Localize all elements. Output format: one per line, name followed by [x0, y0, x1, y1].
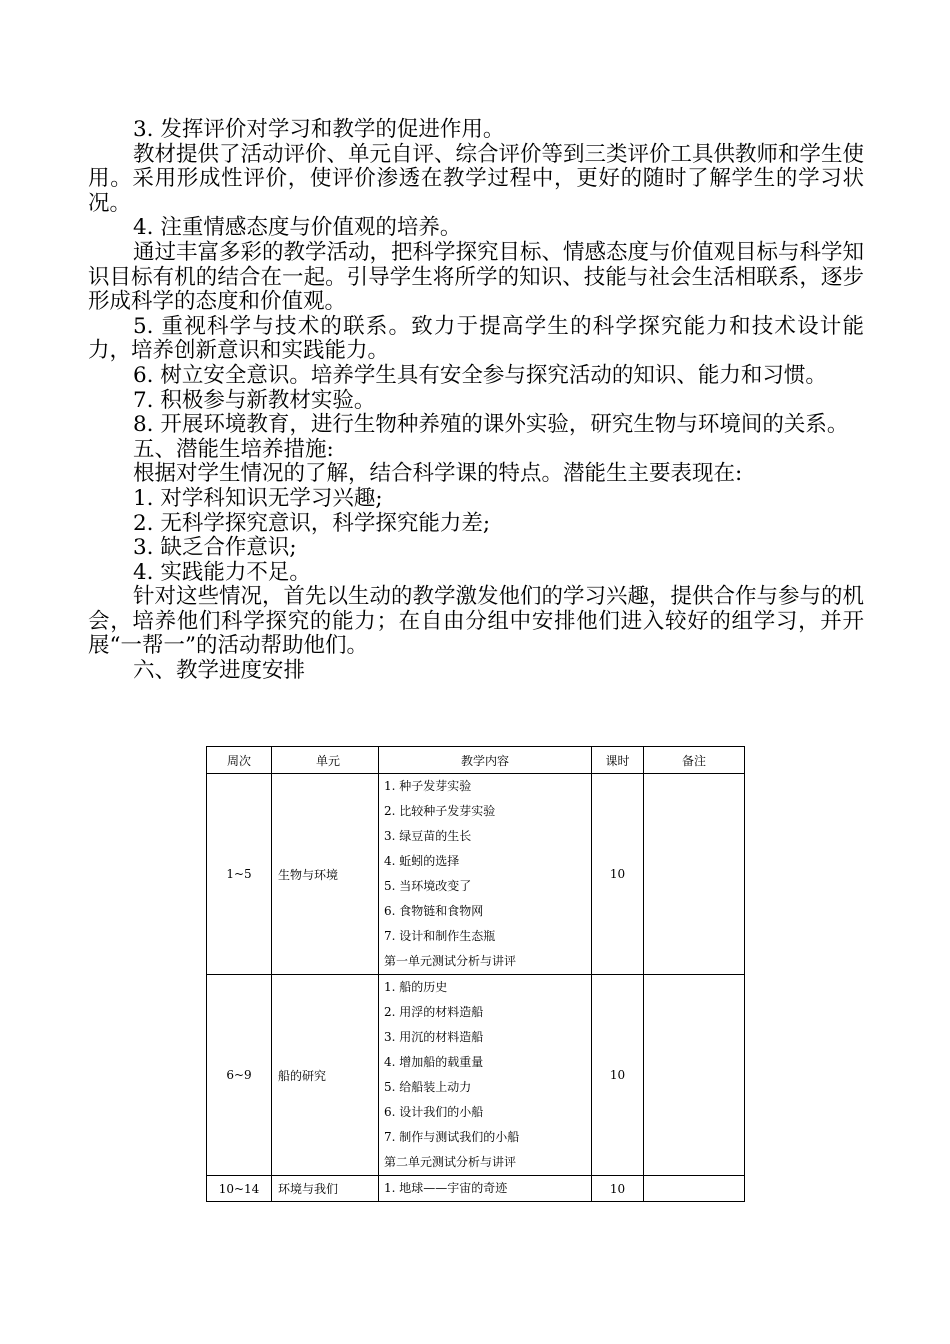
content-item: 3. 绿豆苗的生长	[384, 829, 472, 843]
table-row	[207, 1176, 745, 1202]
paragraph: 5. 重视科学与技术的联系。致力于提高学生的科学探究能力和技术设计能力，培养创新意识和实践能力。	[88, 313, 864, 364]
content-item: 6. 食物链和食物网	[384, 904, 484, 918]
section-heading: 五、潜能生培养措施:	[133, 436, 334, 462]
paragraph: 通过丰富多彩的教学活动，把科学探究目标、情感态度与价值观目标与科学知识目标有机的结合在一起。引导学生将所学的知识、技能与社会生活相联系，逐步形成科学的态度和价值观。	[88, 239, 865, 315]
list-item: 3. 缺乏合作意识;	[133, 535, 297, 561]
unit-cell: 生物与环境	[272, 774, 379, 975]
table-header-row	[207, 747, 745, 774]
header-note: 备注	[644, 747, 745, 774]
content-cell	[379, 1176, 592, 1202]
content-item: 1. 种子发芽实验	[384, 779, 472, 793]
header-content: 教学内容	[379, 747, 592, 774]
content-item: 7. 设计和制作生态瓶	[384, 929, 496, 943]
content-item: 5. 当环境改变了	[384, 879, 472, 893]
paragraph: 4. 注重情感态度与价值观的培养。	[133, 215, 462, 241]
content-item: 1. 地球——宇宙的奇迹	[384, 1181, 508, 1195]
content-item: 2. 比较种子发芽实验	[384, 804, 496, 818]
content-item: 4. 蚯蚓的选择	[384, 854, 460, 868]
table-row	[207, 774, 745, 975]
paragraph: 7. 积极参与新教材实验。	[133, 387, 376, 413]
header-unit: 单元	[272, 747, 379, 774]
table-row	[207, 975, 745, 1176]
content-item: 2. 用浮的材料造船	[384, 1005, 484, 1019]
paragraph: 教材提供了活动评价、单元自评、综合评价等到三类评价工具供教师和学生使用。采用形成性评价，使评价渗透在教学过程中，更好的随时了解学生的学习状况。	[88, 141, 865, 216]
week-cell: 1~5	[207, 774, 272, 975]
hours-cell: 10	[592, 1176, 644, 1202]
section-heading: 六、教学进度安排	[133, 658, 306, 684]
note-cell	[644, 1176, 745, 1202]
unit-cell: 环境与我们	[272, 1176, 379, 1202]
content-item: 第二单元测试分析与讲评	[384, 1155, 517, 1169]
content-item: 5. 给船装上动力	[384, 1080, 472, 1094]
hours-cell: 10	[592, 975, 644, 1176]
header-week: 周次	[207, 747, 272, 774]
week-cell: 6~9	[207, 975, 272, 1176]
hours-cell: 10	[592, 774, 644, 975]
document-body	[88, 118, 864, 684]
paragraph: 3. 发挥评价对学习和教学的促进作用。	[133, 117, 505, 142]
paragraph: 根据对学生情况的了解，结合科学课的特点。潜能生主要表现在:	[133, 461, 743, 487]
content-cell	[379, 774, 592, 975]
content-item: 4. 增加船的载重量	[384, 1055, 484, 1069]
week-cell: 10~14	[207, 1176, 272, 1202]
unit-cell: 船的研究	[272, 975, 379, 1176]
content-item: 6. 设计我们的小船	[384, 1105, 484, 1119]
header-hours: 课时	[592, 747, 644, 774]
paragraph: 针对这些情况，首先以生动的教学激发他们的学习兴趣，提供合作与参与的机会，培养他们科学探究的能力；在自由分组中安排他们进入较好的组学习，并开展“一帮一”的活动帮助他们。	[88, 584, 865, 659]
paragraph: 6. 树立安全意识。培养学生具有安全参与探究活动的知识、能力和习惯。	[133, 362, 827, 388]
content-item: 3. 用沉的材料造船	[384, 1030, 484, 1044]
list-item: 4. 实践能力不足。	[133, 559, 311, 585]
content-cell	[379, 975, 592, 1176]
content-item: 7. 制作与测试我们的小船	[384, 1130, 520, 1144]
content-item: 1. 船的历史	[384, 980, 448, 994]
content-item: 第一单元测试分析与讲评	[384, 954, 517, 968]
note-cell	[644, 774, 745, 975]
schedule-table	[206, 746, 745, 1202]
paragraph: 8. 开展环境教育，进行生物种养殖的课外实验，研究生物与环境间的关系。	[133, 412, 849, 438]
list-item: 2. 无科学探究意识，科学探究能力差;	[133, 510, 491, 536]
list-item: 1. 对学科知识无学习兴趣;	[133, 485, 383, 511]
note-cell	[644, 975, 745, 1176]
